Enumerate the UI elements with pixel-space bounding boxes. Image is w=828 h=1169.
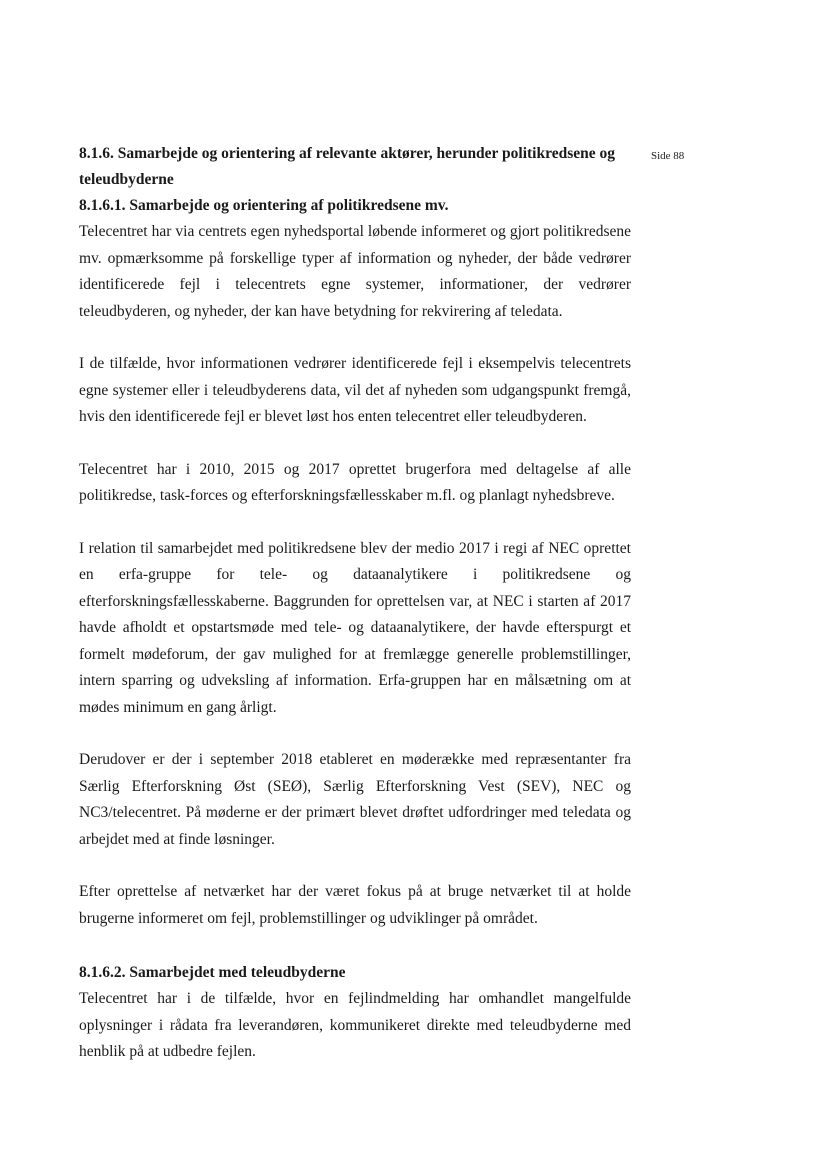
paragraph-teleudbyderne: Telecentret har i de tilfælde, hvor en fejlindmelding har omhandlet mangelfulde oplysninger i rådata fra leverandøren, kommunikeret direkte med teleudbyderne med henblik på at udbedre fejlen.: [79, 990, 631, 1060]
page-content: [79, 141, 631, 1066]
paragraph-moderaekke: Derudover er der i september 2018 etableret en møderække med repræsentanter fra Særlig Efterforskning Øst (SEØ), Særlig Efterforskning Vest (SEV), NEC og NC3/telecentret. På møderne er der primært blevet drøftet udfordringer med teledata og arbejdet med at finde løsninger.: [79, 751, 631, 848]
page-number: Side 88: [651, 150, 685, 162]
paragraph-brugerfora: Telecentret har i 2010, 2015 og 2017 oprettet brugerfora med deltagelse af alle politikredse, task-forces og efterforskningsfællesskaber m.fl. og planlagt nyhedsbreve.: [79, 460, 631, 504]
paragraph-netvaerket: Efter oprettelse af netværket har der været fokus på at bruge netværket til at holde brugerne informeret om fejl, problemstillinger og udviklinger på området.: [79, 883, 631, 927]
subsection-heading-teleudbyderne: 8.1.6.2. Samarbejdet med teleudbyderne: [79, 964, 346, 981]
paragraph-identificerede-fejl: I de tilfælde, hvor informationen vedrører identificerede fejl i eksempelvis telecentrets egne systemer eller i teleudbyderens data, vil det af nyheden som udgangspunkt fremgå, hvis den identificerede fejl er blevet løst hos enten telecentret eller teleudbyderen.: [79, 355, 631, 425]
subsection-heading-politikredse: 8.1.6.1. Samarbejde og orientering af politikredsene mv.: [79, 197, 449, 214]
section-heading: 8.1.6. Samarbejde og orientering af relevante aktører, herunder politikredsene og teleudbyderne: [79, 145, 615, 188]
paragraph-erfa-gruppe: I relation til samarbejdet med politikredsene blev der medio 2017 i regi af NEC oprettet en erfa-gruppe for tele- og dataanalytikere i politikredsene og efterforskningsfællesskaberne. Baggrunden for oprettelsen var, at NEC i starten af 2017 havde afholdt et opstartsmøde med tele- og dataanalytikere, der havde efterspurgt et formelt mødeforum, der gav mulighed for at fremlægge generelle problemstillinger, intern sparring og udveksling af information. Erfa-gruppen har en målsætning om at mødes minimum en gang årligt.: [79, 539, 631, 716]
paragraph-nyhedsportal: Telecentret har via centrets egen nyhedsportal løbende informeret og gjort politikredsene mv. opmærksomme på forskellige typer af information og nyheder, der både vedrører identificerede fejl i telecentrets egne systemer, informationer, der vedrører teleudbyderen, og nyheder, der kan have betydning for rekvirering af teledata.: [79, 223, 631, 320]
